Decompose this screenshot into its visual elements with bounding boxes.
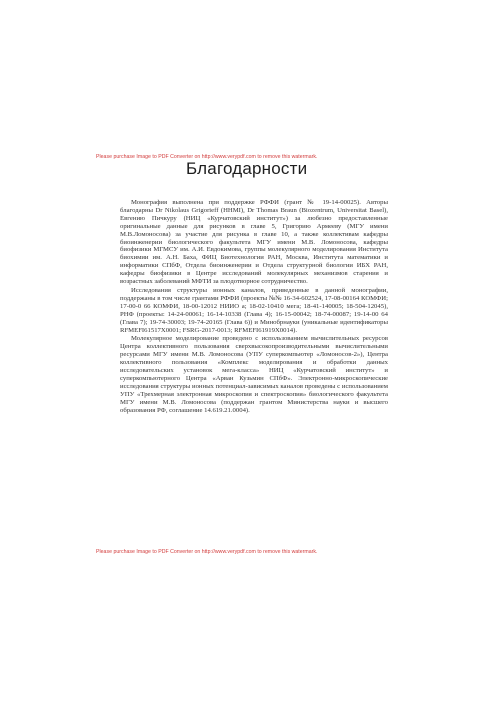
paragraph-3: Молекулярное моделирование проведено с использованием вычислительных ресурсов Центра коллективного пользования сверхвысокопроизводительными вычислительными ресурсами МГУ имени М.В. Ломоносова (УПУ суперкомпьютер «Ломоносов-2»), Центра коллективного пользования «Комплекс моделирования и обработки данных исследовательских установок мега-класса» НИЦ «Курчатовский институт» и суперкомпьютерного Центра «Арван Кузьмин СПбФ». Электронно-микроскопические исследования структуры ионных потенциал-зависимых каналов проведены с использованием УПУ «Трехмерная электронная микроскопия и спектроскопия» биологического факультета МГУ имени М.В. Ломоносова (поддержан грантом Министерства науки и высшего образования РФ, соглашение 14.619.21.0004). — [120, 335, 388, 414]
acknowledgements-body — [120, 199, 388, 415]
watermark-bottom: Please purchase Image to PDF Converter on http://www.verypdf.com to remove this watermark. — [96, 549, 318, 555]
page-title: Благодарности — [186, 159, 308, 178]
watermark-top: Please purchase Image to PDF Converter on http://www.verypdf.com to remove this watermark. — [96, 154, 318, 160]
paragraph-1: Монография выполнена при поддержке РФФИ (грант № 19-14-00025). Авторы благодарны Dr Nikolaus Grigorieff (HHMI), Dr Thomas Braun (Biozentrum, Universitat Basel), Евгению Пичкуру (НИЦ «Курчатовский институт») за любезно предоставленные оригинальные данные для рисунков в главе 5, Григорию Армееву (МГУ имени М.В.Ломоносова) за участие для рисунка в главе 10, а также коллективам кафедры биоинженерии биологического факультета МГУ имени М.В. Ломоносова, кафедры биофизики МГМСУ им. А.И. Евдокимова, группы молекулярного моделирования Института биохимии им. А.Н. Баха, ФИЦ Биотехнологии РАН, Москва, Института математики и информатики СПбФ, Отдела биоинженерии и Отдела структурной биологии ИБХ РАН, кафедры биофизики в Центре исследований молекулярных механизмов старения и возрастных заболеваний МФТИ за плодотворное сотрудничество. — [120, 199, 388, 286]
paragraph-2: Исследования структуры ионных каналов, приведенные в данной монографии, поддержаны в том числе грантами РФФИ (проекты №№ 16-34-602524, 17-08-00164 КОМФИ; 17-00-0 66 КОМФИ, 18-00-12012 НИИО а; 18-02-10410 мега; 18-41-140005; 18-504-12045), РНФ (проекты: 14-24-00061; 16-14-10338 (Глава 4); 16-15-00042; 18-74-00087; 19-14-00 64 (Глава 7); 19-74-30003; 19-74-20165 (Глава 6)) и Минобрнауки (уникальные идентификаторы RFMEFI61517X0001; FSRG-2017-0013; RFMEFI61919X0014). — [120, 286, 388, 334]
